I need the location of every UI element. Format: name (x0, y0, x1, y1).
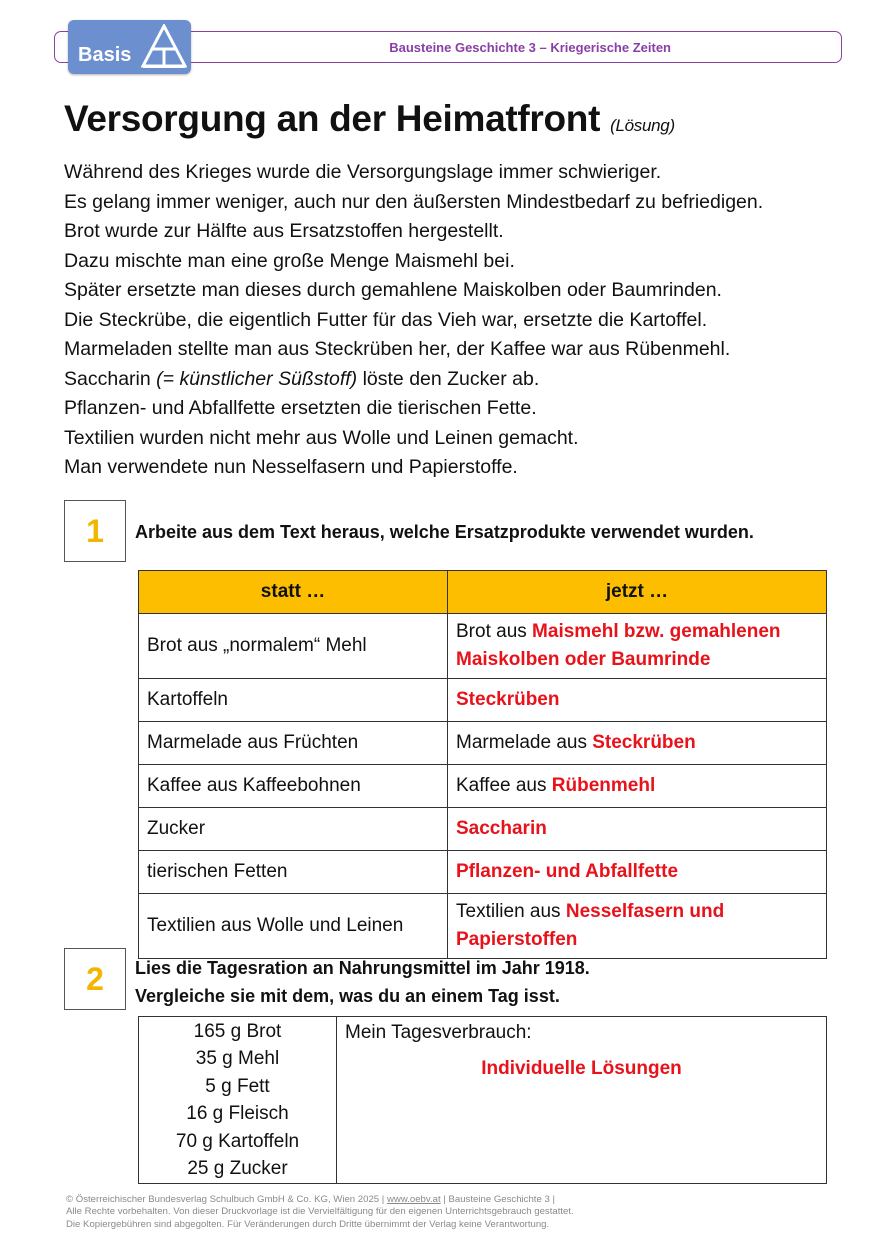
jetzt-cell: Brot aus Maismehl bzw. gemahlenen Maiskolben oder Baumrinde (448, 614, 827, 679)
intro-line: Man verwendete nun Nesselfasern und Papierstoffe. (64, 456, 518, 478)
footer (66, 1194, 574, 1231)
intro-line: Brot wurde zur Hälfte aus Ersatzstoffen hergestellt. (64, 220, 504, 242)
ration-item: 70 g Kartoffeln (175, 1130, 300, 1152)
table-row (139, 614, 827, 679)
ration-table (138, 1016, 827, 1184)
column-header-jetzt: jetzt … (448, 571, 827, 614)
ration-item: 5 g Fett (205, 1075, 270, 1097)
basis-logo (68, 20, 191, 74)
table-row (139, 679, 827, 722)
intro-line: Saccharin (= künstlicher Süßstoff) löste den Zucker ab. (64, 367, 540, 390)
title-main: Versorgung an der Heimatfront (64, 98, 601, 139)
intro-line: Später ersetzte man dieses durch gemahlene Maiskolben oder Baumrinden. (64, 279, 722, 301)
table-header-row (139, 571, 827, 614)
intro-text (64, 158, 763, 483)
task2-instruction-line: Lies die Tagesration an Nahrungsmittel im Jahr 1918. (135, 958, 590, 978)
intro-line: Marmeladen stellte man aus Steckrüben her, der Kaffee war aus Rübenmehl. (64, 338, 731, 360)
table-row (139, 765, 827, 808)
jetzt-cell: Marmelade aus Steckrüben (448, 722, 827, 765)
ration-item: 165 g Brot (193, 1021, 282, 1042)
statt-cell: Zucker (139, 808, 448, 851)
table-row (139, 808, 827, 851)
logo-text: Basis (78, 44, 132, 66)
intro-line: Pflanzen- und Abfallfette ersetzten die tierischen Fette. (64, 397, 537, 419)
task2-instruction-line: Vergleiche sie mit dem, was du an einem Tag isst. (135, 986, 560, 1006)
intro-line: Während des Krieges wurde die Versorgungslage immer schwieriger. (64, 161, 662, 183)
my-consumption-cell (337, 1017, 827, 1184)
footer-line-1: © Österreichischer Bundesverlag Schulbuch GmbH & Co. KG, Wien 2025 | www.oebv.at | Bausteine Geschichte 3 | (66, 1194, 555, 1205)
ration-item: 16 g Fleisch (186, 1103, 289, 1125)
jetzt-cell: Steckrüben (448, 679, 827, 722)
table-row (139, 894, 827, 959)
statt-cell: Textilien aus Wolle und Leinen (139, 894, 448, 959)
intro-line: Es gelang immer weniger, auch nur den äußersten Mindestbedarf zu befriedigen. (64, 190, 764, 213)
page-title (64, 98, 675, 140)
my-consumption-label: Mein Tagesverbrauch: (345, 1022, 532, 1043)
publisher-link[interactable]: www.oebv.at (386, 1194, 441, 1205)
intro-line: Die Steckrübe, die eigentlich Futter für das Vieh war, ersetzte die Kartoffel. (64, 308, 708, 331)
substitute-table (138, 570, 827, 959)
column-header-statt: statt … (139, 571, 448, 614)
task1-instruction: Arbeite aus dem Text heraus, welche Ersatzprodukte verwendet wurden. (135, 522, 754, 542)
jetzt-cell: Saccharin (448, 808, 827, 851)
individual-solutions: Individuelle Lösungen (481, 1058, 682, 1080)
pyramid-icon (141, 24, 187, 70)
title-sub: (Lösung) (610, 116, 675, 135)
jetzt-cell: Pflanzen- und Abfallfette (448, 851, 827, 894)
table-row (139, 722, 827, 765)
jetzt-cell: Textilien aus Nesselfasern und Papierstoffen (448, 894, 827, 959)
intro-line: Textilien wurden nicht mehr aus Wolle und Leinen gemacht. (64, 426, 579, 449)
jetzt-cell: Kaffee aus Rübenmehl (448, 765, 827, 808)
statt-cell: Marmelade aus Früchten (139, 722, 448, 765)
ration-list (139, 1017, 337, 1184)
series-title: Bausteine Geschichte 3 – Kriegerische Zeiten (389, 40, 671, 55)
ration-item: 35 g Mehl (195, 1048, 280, 1070)
ration-item: 25 g Zucker (187, 1158, 288, 1180)
intro-line: Dazu mischte man eine große Menge Maismehl bei. (64, 249, 515, 272)
statt-cell: Kartoffeln (139, 679, 448, 722)
task-number-2: 2 (64, 948, 126, 1010)
table-row (139, 851, 827, 894)
statt-cell: tierischen Fetten (139, 851, 448, 894)
task2-instruction (135, 954, 590, 1010)
statt-cell: Kaffee aus Kaffeebohnen (139, 765, 448, 808)
footer-line-3: Die Kopiergebühren sind abgegolten. Für Veränderungen durch Dritte übernimmt der Verlag keine Verantwortung. (66, 1218, 550, 1230)
footer-line-2: Alle Rechte vorbehalten. Von dieser Druckvorlage ist die Vervielfältigung für den eigenen Unterrichtsgebrauch gestattet. (66, 1206, 574, 1218)
statt-cell: Brot aus „normalem“ Mehl (139, 614, 448, 679)
task-number-1: 1 (64, 500, 126, 562)
